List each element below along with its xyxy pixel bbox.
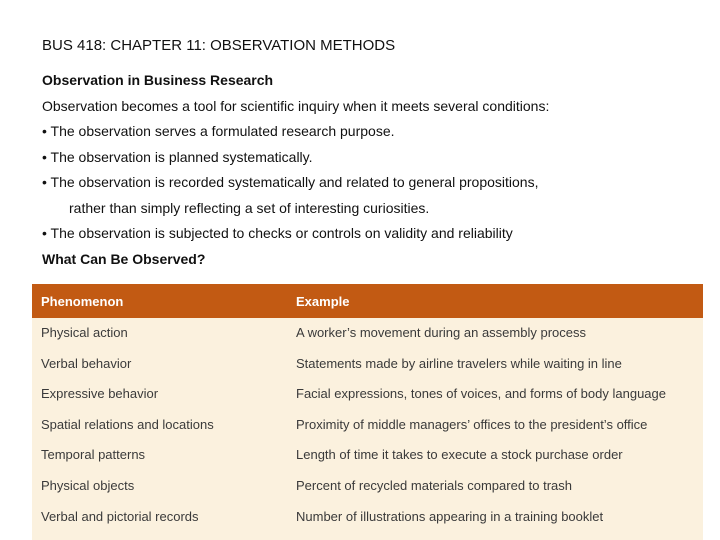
table-row: [32, 379, 703, 410]
table-row: [32, 349, 703, 380]
example-cell: Facial expressions, tones of voices, and forms of body language: [296, 386, 666, 402]
table-row: [32, 502, 703, 533]
table-row: [32, 410, 703, 441]
page-title: BUS 418: CHAPTER 11: OBSERVATION METHODS: [42, 37, 396, 54]
table-row: [32, 440, 703, 471]
phenomenon-cell: Physical action: [41, 325, 128, 340]
phenomenon-cell: Spatial relations and locations: [41, 416, 214, 432]
example-cell: Number of illustrations appearing in a training booklet: [296, 508, 604, 524]
example-cell: A worker’s movement during an assembly process: [296, 325, 586, 340]
content-body: [42, 70, 702, 274]
intro-text: Observation becomes a tool for scientific inquiry when it meets several conditions:: [42, 97, 550, 114]
bullet-item: • The observation is recorded systematically and related to general propositions,: [42, 174, 539, 190]
phenomenon-cell: Expressive behavior: [41, 386, 159, 402]
table-row: [32, 471, 703, 502]
header-example: Example: [296, 294, 350, 309]
header-phenomenon: Phenomenon: [41, 294, 124, 309]
observation-table: [32, 284, 703, 540]
example-cell: Percent of recycled materials compared to trash: [296, 477, 573, 493]
example-cell: Proximity of middle managers’ offices to the president’s office: [296, 416, 648, 432]
phenomenon-cell: Verbal and pictorial records: [41, 508, 199, 524]
example-cell: Length of time it takes to execute a stock purchase order: [296, 447, 623, 463]
phenomenon-cell: Verbal behavior: [41, 355, 132, 371]
phenomenon-cell: Physical objects: [41, 477, 135, 493]
bullet-item: • The observation is subjected to checks or controls on validity and reliability: [42, 225, 513, 241]
section-heading: Observation in Business Research: [42, 72, 274, 88]
example-cell: Statements made by airline travelers while waiting in line: [296, 355, 622, 371]
phenomenon-cell: Temporal patterns: [41, 447, 146, 463]
bullet-item: • The observation is planned systematically.: [42, 148, 313, 165]
table-header: [32, 284, 703, 318]
bullet-continuation: rather than simply reflecting a set of interesting curiosities.: [69, 199, 430, 216]
subheading: What Can Be Observed?: [42, 250, 206, 267]
table-row: [32, 318, 703, 349]
bullet-item: • The observation serves a formulated research purpose.: [42, 123, 395, 139]
